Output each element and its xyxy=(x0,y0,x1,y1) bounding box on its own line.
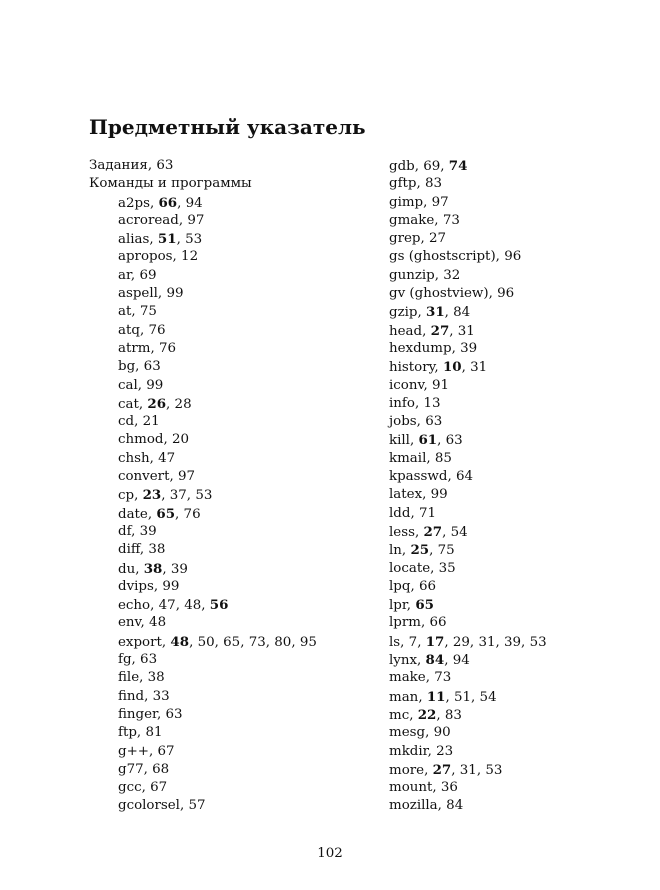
page-reference: 12 xyxy=(181,249,199,265)
page-reference: 11 xyxy=(426,688,446,705)
page-reference: 39 xyxy=(504,634,522,650)
index-term: convert xyxy=(118,469,170,485)
page-reference: 65 xyxy=(156,505,176,522)
index-entry: cal, 99 xyxy=(118,377,164,393)
page-reference: 21 xyxy=(142,414,160,430)
page-reference: 56 xyxy=(209,597,229,614)
page-reference: 36 xyxy=(440,780,458,796)
index-entry: gv (ghostview), 96 xyxy=(389,286,515,302)
index-entry: kill, 61, 63 xyxy=(389,432,463,449)
page-reference: 63 xyxy=(425,414,443,430)
page-reference: 99 xyxy=(430,487,448,503)
index-entry xyxy=(89,175,349,193)
index-term: aspell xyxy=(118,286,158,302)
index-entry: more, 27, 31, 53 xyxy=(389,761,503,778)
index-entry: convert, 97 xyxy=(118,469,196,485)
page-reference: 66 xyxy=(429,615,447,631)
page-reference: 65 xyxy=(415,597,434,614)
page-reference: 97 xyxy=(177,469,196,485)
page-title: Предметный указатель xyxy=(89,115,366,139)
index-term: date xyxy=(118,506,148,522)
page-reference: 74 xyxy=(448,158,468,174)
index-term: kill xyxy=(389,433,410,449)
index-entry: less, 27, 54 xyxy=(389,523,468,540)
index-entry: g++, 67 xyxy=(118,743,175,759)
index-term: jobs xyxy=(389,414,417,430)
page-reference: 53 xyxy=(485,762,503,778)
index-entry: atq, 76 xyxy=(118,322,166,338)
index-entry: find, 33 xyxy=(118,688,170,704)
index-entry: gimp, 97 xyxy=(389,194,449,210)
index-entry: aspell, 99 xyxy=(118,286,184,302)
index-entry: ls, 7, 17, 29, 31, 39, 53 xyxy=(389,633,547,650)
index-term: atrm xyxy=(118,340,151,356)
index-entry: Задания, 63 xyxy=(89,158,174,173)
index-entry: make, 73 xyxy=(389,670,452,686)
index-entry: apropos, 12 xyxy=(118,249,199,265)
page-reference: 53 xyxy=(529,634,547,650)
page-reference: 17 xyxy=(425,633,445,650)
index-entry: df, 39 xyxy=(118,523,157,539)
index-entry: kmail, 85 xyxy=(389,450,452,466)
page-reference: 31 xyxy=(426,304,445,321)
page-reference: 66 xyxy=(158,194,178,211)
index-term: hexdump xyxy=(389,340,452,356)
page-reference: 38 xyxy=(147,670,165,686)
page-reference: 96 xyxy=(497,286,515,302)
index-term: g++ xyxy=(118,743,150,759)
index-entry: mkdir, 23 xyxy=(389,743,454,759)
index-term: ls xyxy=(389,634,401,650)
index-term: mount xyxy=(389,780,433,796)
page-reference: 97 xyxy=(431,194,449,210)
page-reference: 54 xyxy=(450,524,468,540)
page-reference: 31 xyxy=(470,360,488,376)
page-reference: 37 xyxy=(169,488,187,504)
page-reference: 63 xyxy=(143,359,161,375)
index-entry: kpasswd, 64 xyxy=(389,469,474,485)
index-entry: file, 38 xyxy=(118,670,165,686)
index-entry: alias, 51, 53 xyxy=(118,231,203,248)
index-term: man xyxy=(389,689,419,705)
page-reference: 28 xyxy=(174,396,192,412)
index-entry: info, 13 xyxy=(389,395,441,411)
index-term: Задания xyxy=(89,158,148,173)
page-reference: 95 xyxy=(299,634,317,650)
index-term: cal xyxy=(118,377,138,393)
index-term: less xyxy=(389,524,415,540)
page-reference: 76 xyxy=(183,506,201,522)
page-reference: 48 xyxy=(149,615,167,631)
page-reference: 73 xyxy=(442,212,460,228)
index-term: gdb xyxy=(389,159,415,174)
page-reference: 50 xyxy=(197,634,215,650)
index-entry: a2ps, 66, 94 xyxy=(118,194,203,211)
page-reference: 73 xyxy=(248,634,266,650)
index-term: head xyxy=(389,323,423,339)
index-entry: lprm, 66 xyxy=(389,615,447,631)
page-reference: 63 xyxy=(165,706,183,722)
index-term: mc xyxy=(389,707,410,723)
page-reference: 51 xyxy=(453,689,472,705)
index-entry: g77, 68 xyxy=(118,761,170,777)
index-entry: gzip, 31, 84 xyxy=(389,304,471,321)
index-entry: atrm, 76 xyxy=(118,340,177,356)
page-reference: 81 xyxy=(145,725,163,741)
page-reference: 26 xyxy=(147,395,167,412)
page-reference: 39 xyxy=(170,561,188,577)
index-column-right xyxy=(389,157,649,816)
index-entry: gmake, 73 xyxy=(389,212,460,228)
index-entry: ln, 25, 75 xyxy=(389,542,455,559)
page-reference: 84 xyxy=(446,798,464,814)
page-reference: 84 xyxy=(453,305,471,321)
index-entry: head, 27, 31 xyxy=(389,322,475,339)
page-reference: 99 xyxy=(146,377,164,393)
page-reference: 39 xyxy=(139,523,157,539)
index-term: gcolorsel xyxy=(118,798,180,814)
page-reference: 31 xyxy=(457,323,475,339)
page-reference: 76 xyxy=(148,322,166,338)
page-reference: 53 xyxy=(185,232,203,248)
page-reference: 85 xyxy=(434,450,452,466)
index-entry: locate, 35 xyxy=(389,560,456,576)
page-reference: 10 xyxy=(442,359,462,376)
index-entry: jobs, 63 xyxy=(389,414,443,430)
index-term: locate xyxy=(389,560,431,576)
page-reference: 27 xyxy=(432,761,452,778)
index-term: latex xyxy=(389,487,423,503)
index-term: df xyxy=(118,523,132,539)
index-term: cd xyxy=(118,414,135,430)
page-reference: 25 xyxy=(410,542,430,559)
index-term: dvips xyxy=(118,578,154,594)
page-reference: 90 xyxy=(433,725,451,741)
page-reference: 54 xyxy=(479,689,497,705)
page-reference: 96 xyxy=(504,249,522,265)
page-reference: 47 xyxy=(158,450,176,466)
index-term: finger xyxy=(118,706,157,722)
page-reference: 23 xyxy=(142,487,162,504)
index-entry: grep, 27 xyxy=(389,231,447,247)
page-reference: 68 xyxy=(152,761,170,777)
page-reference: 83 xyxy=(425,176,443,192)
index-term: info xyxy=(389,395,415,411)
page-reference: 71 xyxy=(418,505,436,521)
page-reference: 80 xyxy=(274,634,292,650)
index-entry: mozilla, 84 xyxy=(389,798,464,814)
page-reference: 76 xyxy=(158,340,177,356)
index-entry: mount, 36 xyxy=(389,780,458,796)
page-reference: 69 xyxy=(139,267,157,283)
index-term: lpr xyxy=(389,598,407,614)
index-term: gcc xyxy=(118,780,142,796)
page-reference: 94 xyxy=(185,195,203,211)
index-entry: diff, 38 xyxy=(118,542,166,558)
index-term: ftp xyxy=(118,725,137,741)
index-term: iconv xyxy=(389,377,424,393)
page-reference: 27 xyxy=(429,231,447,247)
page-reference: 27 xyxy=(423,523,443,540)
page-reference: 63 xyxy=(140,652,158,668)
index-term: gimp xyxy=(389,194,424,210)
index-term: apropos xyxy=(118,249,173,265)
index-term: mkdir xyxy=(389,743,428,759)
page-reference: 48 xyxy=(184,598,202,614)
index-term: g77 xyxy=(118,761,144,777)
index-entry: acroread, 97 xyxy=(118,212,205,228)
page-reference: 97 xyxy=(187,212,205,228)
index-entry: gdb, 69, 74 xyxy=(389,158,468,174)
index-entry: at, 75 xyxy=(118,304,157,320)
index-term: at xyxy=(118,304,132,320)
index-column-left xyxy=(89,157,349,816)
index-entry: bg, 63 xyxy=(118,359,161,375)
page-reference: 65 xyxy=(223,634,241,650)
index-term: gzip xyxy=(389,305,418,321)
index-entry: export, 48, 50, 65, 73, 80, 95 xyxy=(118,633,317,650)
index-term: ldd xyxy=(389,505,411,521)
index-entry: env, 48 xyxy=(118,615,167,631)
index-entry: hexdump, 39 xyxy=(389,340,478,356)
index-entry: date, 65, 76 xyxy=(118,505,201,522)
page-reference: 53 xyxy=(195,488,213,504)
index-term: file xyxy=(118,670,140,686)
page-reference: 73 xyxy=(434,670,452,686)
index-term: bg xyxy=(118,359,136,375)
index-entry: gunzip, 32 xyxy=(389,267,461,283)
index-term: lynx xyxy=(389,653,418,669)
page-reference: 67 xyxy=(157,743,175,759)
page-reference: 99 xyxy=(162,578,180,594)
page-reference: 48 xyxy=(170,633,190,650)
index-term: cat xyxy=(118,396,139,412)
page-reference: 38 xyxy=(143,560,163,577)
index-entry: ldd, 71 xyxy=(389,505,436,521)
index-term: acroread xyxy=(118,212,179,228)
page-reference: 91 xyxy=(431,377,450,393)
index-term: make xyxy=(389,670,426,686)
page-reference: 67 xyxy=(150,780,168,796)
page-reference: 99 xyxy=(166,286,184,302)
index-term: gs (ghostscript) xyxy=(389,249,496,265)
page-reference: 75 xyxy=(139,304,157,320)
page-reference: 23 xyxy=(436,743,454,759)
page-reference: 63 xyxy=(445,433,463,449)
index-entry: mc, 22, 83 xyxy=(389,706,462,723)
page-reference: 51 xyxy=(157,231,177,248)
index-term: chmod xyxy=(118,432,164,448)
index-entry: gcc, 67 xyxy=(118,780,168,796)
page-reference: 20 xyxy=(171,432,190,448)
index-term: diff xyxy=(118,542,140,558)
index-entry: cd, 21 xyxy=(118,414,160,430)
index-term: alias xyxy=(118,232,150,248)
page-reference: 64 xyxy=(455,469,474,485)
index-term: ar xyxy=(118,267,131,283)
index-entry: lynx, 84, 94 xyxy=(389,652,470,669)
index-term: kpasswd xyxy=(389,469,448,485)
index-term: kmail xyxy=(389,450,427,466)
index-term: gftp xyxy=(389,176,417,192)
index-entry: cat, 26, 28 xyxy=(118,395,192,412)
index-entry: man, 11, 51, 54 xyxy=(389,688,497,705)
index-term: lpq xyxy=(389,578,411,594)
index-term: export xyxy=(118,634,162,650)
index-entry: dvips, 99 xyxy=(118,578,180,594)
index-entry: fg, 63 xyxy=(118,652,158,668)
index-entry: echo, 47, 48, 56 xyxy=(118,597,229,614)
page-reference: 57 xyxy=(188,798,206,814)
index-entry: gs (ghostscript), 96 xyxy=(389,249,522,265)
index-entry: finger, 63 xyxy=(118,706,183,722)
page-reference: 63 xyxy=(156,158,174,173)
index-entry: latex, 99 xyxy=(389,487,448,503)
page-reference: 38 xyxy=(148,542,166,558)
page-reference: 61 xyxy=(418,432,438,449)
index-term: ln xyxy=(389,543,402,559)
page-reference: 31 xyxy=(478,634,496,650)
index-entry: ar, 69 xyxy=(118,267,157,283)
index-term: more xyxy=(389,762,425,778)
page-reference: 84 xyxy=(425,652,445,669)
index-term: cp xyxy=(118,488,135,504)
page-number: 102 xyxy=(317,846,343,861)
page-reference: 83 xyxy=(444,707,462,723)
index-term: atq xyxy=(118,322,140,338)
index-entry: cp, 23, 37, 53 xyxy=(118,487,213,504)
index-entry: chsh, 47 xyxy=(118,450,176,466)
index-term: lprm xyxy=(389,615,421,631)
page-reference: 47 xyxy=(158,598,176,614)
index-term: grep xyxy=(389,231,421,247)
page-reference: 75 xyxy=(437,543,455,559)
index-entry: chmod, 20 xyxy=(118,432,190,448)
index-term: gv (ghostview) xyxy=(389,286,489,302)
page-reference: 94 xyxy=(452,653,470,669)
page-reference: 7 xyxy=(408,634,418,650)
page-reference: 33 xyxy=(152,688,170,704)
index-entry: mesg, 90 xyxy=(389,725,451,741)
index-entry: gftp, 83 xyxy=(389,176,443,192)
index-term: history xyxy=(389,360,435,376)
index-entry: lpq, 66 xyxy=(389,578,436,594)
index-term: mesg xyxy=(389,725,426,741)
page-reference: 39 xyxy=(460,340,478,356)
index-entry: history, 10, 31 xyxy=(389,359,488,376)
index-term: find xyxy=(118,688,145,704)
index-term: mozilla xyxy=(389,798,438,814)
index-term: env xyxy=(118,615,141,631)
page-reference: 35 xyxy=(438,560,456,576)
index-term: a2ps xyxy=(118,195,150,211)
page-reference: 32 xyxy=(443,267,461,283)
index-term: gunzip xyxy=(389,267,435,283)
index-term: fg xyxy=(118,652,132,668)
page-reference: 27 xyxy=(430,322,450,339)
page-reference: 22 xyxy=(417,706,437,723)
index-entry: ftp, 81 xyxy=(118,725,163,741)
page-reference: 31 xyxy=(459,762,477,778)
index-entry: iconv, 91 xyxy=(389,377,450,393)
page-reference: 13 xyxy=(423,395,441,411)
index-term: echo xyxy=(118,598,151,614)
index-term: Команды и программы xyxy=(89,176,252,192)
page-reference: 29 xyxy=(452,634,470,650)
index-term: gmake xyxy=(389,212,435,228)
index-term: du xyxy=(118,561,136,577)
page-reference: 66 xyxy=(418,578,436,594)
page-reference: 69 xyxy=(423,159,441,174)
index-entry: gcolorsel, 57 xyxy=(118,798,206,814)
index-entry: du, 38, 39 xyxy=(118,560,188,577)
index-entry: lpr, 65 xyxy=(389,597,434,614)
index-term: chsh xyxy=(118,450,150,466)
